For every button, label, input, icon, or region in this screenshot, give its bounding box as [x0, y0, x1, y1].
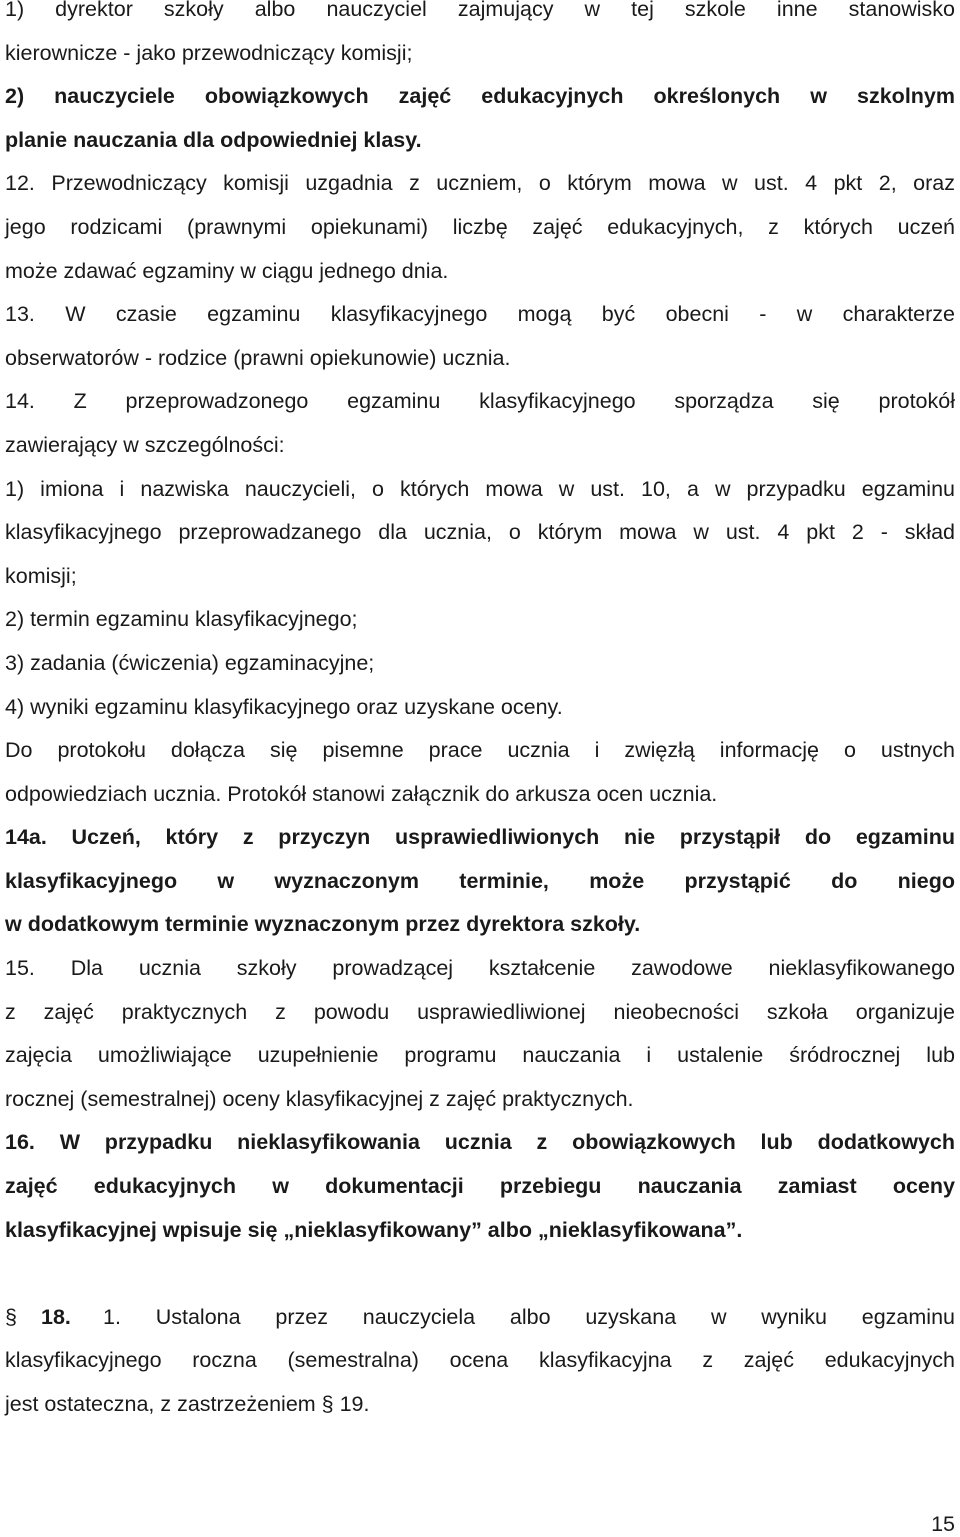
- section-18-text-line-2: klasyfikacyjnego roczna (semestralna) ocena klasyfikacyjna z zajęć edukacyjnych: [5, 1348, 955, 1373]
- text-line: 2) nauczyciele obowiązkowych zajęć edukacyjnych określonych w szkolnym: [5, 84, 955, 109]
- text-line: 2) termin egzaminu klasyfikacyjnego;: [5, 607, 358, 632]
- text-line: zajęć edukacyjnych w dokumentacji przebiegu nauczania zamiast oceny: [5, 1174, 955, 1199]
- text-line: klasyfikacyjnego w wyznaczonym terminie, może przystąpić do niego: [5, 868, 955, 893]
- text-line: 14. Z przeprowadzonego egzaminu klasyfikacyjnego sporządza się protokół: [5, 389, 955, 414]
- text-line: zajęcia umożliwiające uzupełnienie programu nauczania i ustalenie śródrocznej lub: [5, 1043, 955, 1068]
- text-line: 1) imiona i nazwiska nauczycieli, o których mowa w ust. 10, a w przypadku egzaminu: [5, 476, 955, 501]
- text-line: może zdawać egzaminy w ciągu jednego dnia.: [5, 258, 449, 283]
- text-line: 3) zadania (ćwiczenia) egzaminacyjne;: [5, 650, 375, 675]
- text-line: komisji;: [5, 563, 77, 588]
- text-line: 12. Przewodniczący komisji uzgadnia z uczniem, o którym mowa w ust. 4 pkt 2, oraz: [5, 171, 955, 196]
- text-line: z zajęć praktycznych z powodu usprawiedliwionej nieobecności szkoła organizuje: [5, 999, 955, 1024]
- text-line: odpowiedziach ucznia. Protokół stanowi załącznik do arkusza ocen ucznia.: [5, 781, 718, 806]
- blank-line: [5, 1252, 955, 1296]
- section-18-text-line-1: 1. Ustalona przez nauczyciela albo uzyskana w wyniku egzaminu: [103, 1304, 955, 1329]
- text-line: kierownicze - jako przewodniczący komisji;: [5, 40, 413, 65]
- section-number: 18.: [41, 1304, 71, 1329]
- text-line: jego rodzicami (prawnymi opiekunami) liczbę zajęć edukacyjnych, z których uczeń: [5, 214, 955, 239]
- section-18-text-line-3: jest ostateczna, z zastrzeżeniem § 19.: [5, 1392, 370, 1416]
- text-line: 15. Dla ucznia szkoły prowadzącej kształcenie zawodowe nieklasyfikowanego: [5, 956, 955, 981]
- text-line: 1) dyrektor szkoły albo nauczyciel zajmujący w tej szkole inne stanowisko: [5, 0, 955, 21]
- text-line: klasyfikacyjnej wpisuje się „nieklasyfikowany” albo „nieklasyfikowana”.: [5, 1217, 743, 1242]
- text-line: 4) wyniki egzaminu klasyfikacyjnego oraz uzyskane oceny.: [5, 694, 563, 719]
- text-line: rocznej (semestralnej) oceny klasyfikacyjnej z zajęć praktycznych.: [5, 1086, 634, 1111]
- text-line: 13. W czasie egzaminu klasyfikacyjnego mogą być obecni - w charakterze: [5, 302, 955, 327]
- text-line: 16. W przypadku nieklasyfikowania ucznia z obowiązkowych lub dodatkowych: [5, 1130, 955, 1155]
- document-body: [5, 0, 955, 1252]
- text-line: Do protokołu dołącza się pisemne prace ucznia i zwięzłą informację o ustnych: [5, 738, 955, 763]
- page-number: 15: [931, 1512, 955, 1536]
- text-line: obserwatorów - rodzice (prawni opiekunowie) ucznia.: [5, 345, 511, 370]
- text-line: zawierający w szczególności:: [5, 432, 285, 457]
- text-line: w dodatkowym terminie wyznaczonym przez dyrektora szkoły.: [5, 912, 641, 937]
- text-line: klasyfikacyjnego przeprowadzanego dla ucznia, o którym mowa w ust. 4 pkt 2 - skład: [5, 520, 955, 545]
- document-page: [5, 0, 955, 1427]
- section-18-heading-line: [5, 1296, 955, 1340]
- text-line: 14a. Uczeń, który z przyczyn usprawiedliwionych nie przystąpił do egzaminu: [5, 825, 955, 850]
- section-sign: §: [5, 1304, 17, 1329]
- text-line: planie nauczania dla odpowiedniej klasy.: [5, 127, 422, 152]
